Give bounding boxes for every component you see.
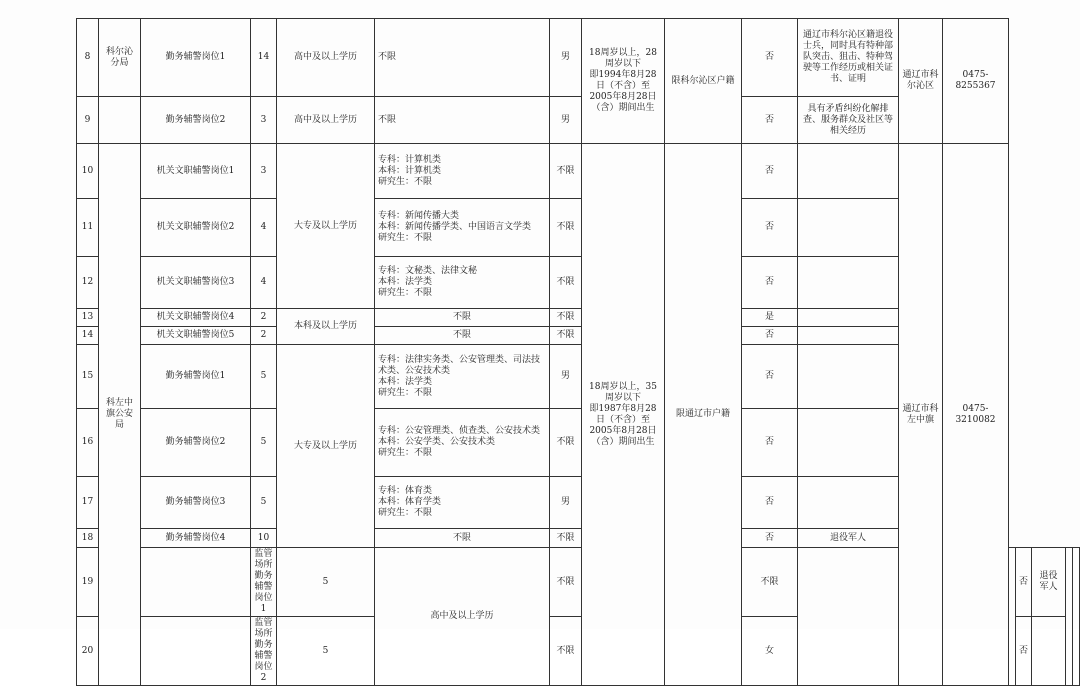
major: 不限 [550, 548, 582, 617]
other-conditions [798, 257, 899, 309]
education: 大专及以上学历 [277, 144, 375, 309]
position-count: 14 [251, 19, 277, 97]
gender: 不限 [550, 529, 582, 548]
other-conditions: 退役军人 [1032, 548, 1066, 617]
major: 专科：计算机类 本科：计算机类 研究生：不限 [375, 144, 550, 199]
top-margin [0, 0, 1080, 18]
row-number: 19 [77, 548, 99, 617]
gender: 不限 [550, 327, 582, 345]
row-number: 13 [77, 309, 99, 327]
residence-requirement: 限通辽市户籍 [665, 144, 742, 686]
gender: 男 [550, 97, 582, 144]
position-count: 5 [277, 548, 375, 617]
gender: 男 [550, 345, 582, 409]
education: 本科及以上学历 [277, 309, 375, 345]
position-name: 监管场所勤务辅警岗位2 [251, 617, 277, 686]
recruitment-table [76, 18, 1080, 686]
other-conditions [798, 144, 899, 199]
major: 专科：体育类 本科：体育学类 研究生：不限 [375, 477, 550, 529]
unit-name: 科左中旗公安局 [99, 144, 141, 686]
age-requirement: 18周岁以上，35周岁以下 即1987年8月28日（不含）至2005年8月28日（含）期间出生 [582, 144, 665, 686]
major: 不限 [375, 327, 550, 345]
other-conditions [1032, 617, 1066, 686]
exam-flag: 否 [742, 19, 798, 97]
position-name: 勤务辅警岗位4 [141, 529, 251, 548]
position-name: 勤务辅警岗位1 [141, 345, 251, 409]
unit-name-empty [141, 617, 251, 686]
unit-name-continued [99, 97, 141, 144]
position-name: 勤务辅警岗位2 [141, 409, 251, 477]
table-row [77, 19, 1080, 97]
major: 专科：法律实务类、公安管理类、司法技术类、公安技术类 本科：法学类 研究生：不限 [375, 345, 550, 409]
gender: 不限 [550, 199, 582, 257]
gender: 不限 [550, 409, 582, 477]
position-name: 勤务辅警岗位1 [141, 19, 251, 97]
gender: 男 [550, 19, 582, 97]
gender: 不限 [550, 309, 582, 327]
position-name: 勤务辅警岗位3 [141, 477, 251, 529]
position-name: 机关文职辅警岗位3 [141, 257, 251, 309]
work-location: 通辽市科左中旗 [899, 144, 943, 686]
work-location-empty [1066, 548, 1073, 686]
exam-flag: 否 [742, 97, 798, 144]
residence-requirement-empty [1009, 548, 1016, 686]
position-count: 2 [251, 327, 277, 345]
other-conditions [798, 345, 899, 409]
residence-requirement: 限科尔沁区户籍 [665, 19, 742, 144]
position-count: 4 [251, 199, 277, 257]
position-name: 机关文职辅警岗位2 [141, 199, 251, 257]
exam-flag: 否 [742, 345, 798, 409]
position-count: 3 [251, 144, 277, 199]
education: 高中及以上学历 [375, 548, 550, 686]
position-name: 勤务辅警岗位2 [141, 97, 251, 144]
position-count: 5 [251, 409, 277, 477]
contact-phone-empty [1073, 548, 1080, 686]
contact-phone: 0475-3210082 [943, 144, 1009, 686]
row-number: 11 [77, 199, 99, 257]
major: 专科：新闻传播大类 本科：新闻传播学类、中国语言文学类 研究生：不限 [375, 199, 550, 257]
exam-flag: 否 [742, 477, 798, 529]
exam-flag: 否 [1016, 548, 1032, 617]
major: 专科：文秘类、法律文秘 本科：法学类 研究生：不限 [375, 257, 550, 309]
gender: 女 [742, 617, 798, 686]
exam-flag: 否 [742, 144, 798, 199]
row-number: 9 [77, 97, 99, 144]
position-count: 4 [251, 257, 277, 309]
other-conditions [798, 199, 899, 257]
table-row [77, 144, 1080, 199]
gender: 不限 [742, 548, 798, 617]
unit-name-empty [141, 548, 251, 617]
row-number: 12 [77, 257, 99, 309]
exam-flag: 否 [742, 409, 798, 477]
education: 高中及以上学历 [277, 19, 375, 97]
age-requirement-empty [798, 548, 899, 686]
major: 不限 [375, 19, 550, 97]
exam-flag: 否 [742, 199, 798, 257]
major: 不限 [375, 309, 550, 327]
other-conditions [798, 309, 899, 327]
gender: 不限 [550, 257, 582, 309]
work-location: 通辽市科尔沁区 [899, 19, 943, 144]
gender: 男 [550, 477, 582, 529]
other-conditions: 具有矛盾纠纷化解排查、服务群众及社区等相关经历 [798, 97, 899, 144]
position-count: 5 [251, 477, 277, 529]
exam-flag: 是 [742, 309, 798, 327]
exam-flag: 否 [742, 327, 798, 345]
other-conditions [798, 409, 899, 477]
other-conditions [798, 327, 899, 345]
position-count: 3 [251, 97, 277, 144]
position-name: 机关文职辅警岗位4 [141, 309, 251, 327]
major: 不限 [550, 617, 582, 686]
row-number: 18 [77, 529, 99, 548]
education: 大专及以上学历 [277, 345, 375, 548]
position-count: 10 [251, 529, 277, 548]
position-name: 监管场所勤务辅警岗位1 [251, 548, 277, 617]
other-conditions: 通辽市科尔沁区籍退役士兵，同时具有特种部队突击、狙击、特种驾驶等工作经历或相关证书、证明 [798, 19, 899, 97]
position-count: 2 [251, 309, 277, 327]
position-count: 5 [251, 345, 277, 409]
exam-flag: 否 [742, 257, 798, 309]
age-requirement: 18周岁以上，28周岁以下 即1994年8月28日（不含）至2005年8月28日（含）期间出生 [582, 19, 665, 144]
other-conditions [798, 477, 899, 529]
exam-flag: 否 [1016, 617, 1032, 686]
position-count: 5 [277, 617, 375, 686]
other-conditions: 退役军人 [798, 529, 899, 548]
unit-name: 科尔沁分局 [99, 19, 141, 97]
contact-phone: 0475-8255367 [943, 19, 1009, 144]
major: 不限 [375, 97, 550, 144]
row-number: 16 [77, 409, 99, 477]
row-number: 14 [77, 327, 99, 345]
row-number: 17 [77, 477, 99, 529]
gender: 不限 [550, 144, 582, 199]
education: 高中及以上学历 [277, 97, 375, 144]
major: 不限 [375, 529, 550, 548]
position-name: 机关文职辅警岗位5 [141, 327, 251, 345]
major: 专科：公安管理类、侦查类、公安技术类 本科：公安学类、公安技术类 研究生：不限 [375, 409, 550, 477]
position-name: 机关文职辅警岗位1 [141, 144, 251, 199]
row-number: 10 [77, 144, 99, 199]
row-number: 15 [77, 345, 99, 409]
row-number: 20 [77, 617, 99, 686]
row-number: 8 [77, 19, 99, 97]
exam-flag: 否 [742, 529, 798, 548]
